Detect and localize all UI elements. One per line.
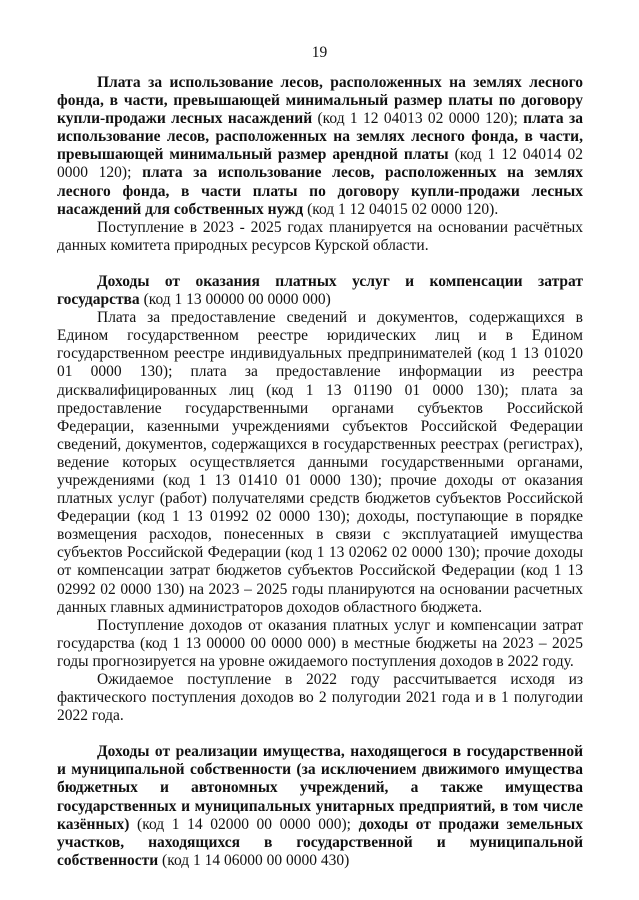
section2-paragraph-2: Поступление доходов от оказания платных услуг и компенсации затрат государства (код 1 13 00000 00 0000 000) в местные бюджеты на 2023 – 2025 годы прогнозируется на уровне ожидаемого поступления доходов в 2022 году. (57, 616, 583, 670)
section1-paragraph-1 (57, 74, 583, 219)
spacer (57, 255, 583, 273)
text-run: Доходы от оказания платных услуг и компенсации затрат государства (57, 272, 583, 309)
text-run: (код 1 14 02000 00 0000 000); (129, 815, 359, 833)
text-run: плата за использование лесов, расположенных на землях лесного фонда, в части платы по договору купли-продажи лесных насаждений для собственных нужд (57, 164, 583, 218)
section2-heading (57, 273, 583, 309)
section2-paragraph-3: Ожидаемое поступление в 2022 году рассчитывается исходя из фактического поступления доходов во 2 полугодии 2021 года и в 1 полугодии 2022 года. (57, 671, 583, 725)
page-number: 19 (311, 44, 328, 61)
section1-paragraph-2: Поступление в 2023 - 2025 годах планируется на основании расчётных данных комитета природных ресурсов Курской области. (57, 218, 583, 254)
text-run: (код 1 13 00000 00 0000 000) (139, 291, 331, 309)
text-run: (код 1 12 04014 02 0000 120); (57, 146, 583, 182)
text-run: плата за использование лесов, расположенных на землях лесного фонда, в части, превышающей минимальный размер арендной платы (57, 110, 583, 164)
section3-heading (57, 743, 583, 870)
text-run: доходы от продажи земельных участков, находящихся в государственной и муниципальной собственности (57, 815, 583, 869)
text-run: Доходы от реализации имущества, находящегося в государственной и муниципальной собственности (за исключением движимого имущества бюджетных и автономных учреждений, а также имущества государственных и муниципальных унитарных предприятий, в том числе казённых) (57, 743, 583, 833)
document-body (57, 74, 583, 870)
text-run: (код 1 12 04013 02 0000 120); (312, 110, 524, 128)
text-run: (код 1 14 06000 00 0000 430) (158, 851, 350, 869)
spacer (57, 725, 583, 743)
text-run: (код 1 12 04015 02 0000 120). (303, 200, 499, 218)
section2-paragraph-1: Плата за предоставление сведений и документов, содержащихся в Едином государственном реестре юридических лиц и в Едином государственном реестре индивидуальных предпринимателей (код 1 13 01020 01 0000 130); плата за предоставление информации из реестра дисквалифицированных лиц (код 1 13 01190 01 0000 130); плата за предоставление государственными органами субъектов Российской Федерации, казенными учреждениями субъектов Российской Федерации сведений, документов, содержащихся в государственных реестрах (регистрах), ведение которых осуществляется данными государственными органами, учреждениями (код 1 13 01410 01 0000 130); прочие доходы от оказания платных услуг (работ) получателями средств бюджетов субъектов Российской Федерации (код 1 13 01992 02 0000 130); доходы, поступающие в порядке возмещения расходов, понесенных в связи с эксплуатацией имущества субъектов Российской Федерации (код 1 13 02062 02 0000 130); прочие доходы от компенсации затрат бюджетов субъектов Российской Федерации (код 1 13 02992 02 0000 130) на 2023 – 2025 годы планируются на основании расчетных данных главных администраторов доходов областного бюджета. (57, 309, 583, 616)
text-run: Плата за использование лесов, расположенных на землях лесного фонда, в части, превышающей минимальный размер платы по договору купли-продажи лесных насаждений (57, 74, 583, 128)
